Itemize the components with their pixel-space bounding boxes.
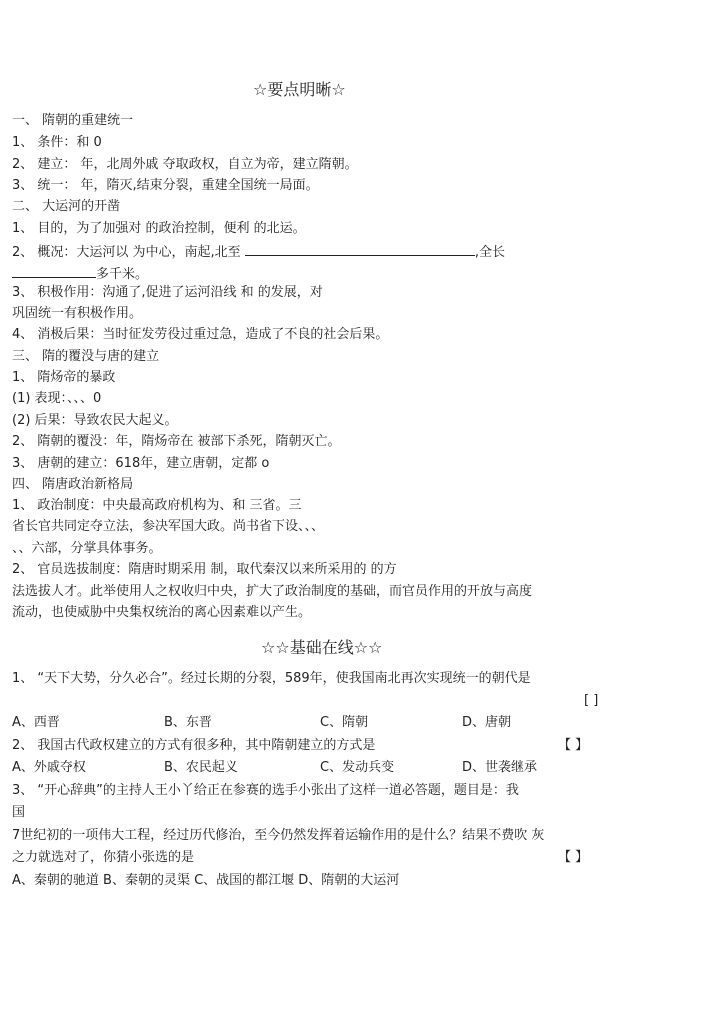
text-line: 1、 政治制度：中央最高政府机构为、和 三省。三 [12, 498, 302, 513]
question-3-line: 7世纪初的一项伟大工程，经过历代修治，至今仍然发挥着运输作用的是什么？结果不费吹 灰 [12, 828, 545, 843]
text-line: 3、 统一： 年，隋灭,结束分裂，重建全国统一局面。 [12, 178, 319, 193]
question-3-options: A、秦朝的驰道 B、秦朝的灵渠 C、战国的都江堰 D、隋朝的大运河 [12, 873, 400, 888]
text-line: 2、 官员选拔制度：隋唐时期采用 制，取代秦汉以来所采用的 的方 [12, 562, 397, 577]
answer-bracket: 【 】 [558, 738, 589, 753]
text-line: 1、 目的，为了加强对 的政治控制，便利 的北运。 [12, 221, 306, 236]
heading-4: 四、 隋唐政治新格局 [12, 477, 134, 492]
text-line-with-blank [12, 241, 505, 262]
text-line: 法选拔人才。此举使用人之权收归中央，扩大了政治制度的基础，而官员作用的开放与高度 [12, 584, 533, 599]
option-a: A、西晋 [12, 715, 60, 730]
text-line: 省长官共同定夺立法，参决军国大政。尚书省下设、、、 [12, 519, 325, 534]
text-line: 巩固统一有积极作用。 [12, 306, 143, 321]
fill-blank [245, 241, 475, 256]
option-a: A、外戚夺权 [12, 760, 86, 775]
text-line: 2、 建立： 年，北周外戚 夺取政权，自立为帝，建立隋朝。 [12, 157, 358, 172]
text-line: 流动，也使威胁中央集权统治的离心因素难以产生。 [12, 605, 312, 620]
answer-bracket: [ ] [584, 693, 599, 708]
text-segment: ,全长 [474, 245, 505, 260]
option-b: B、东晋 [164, 715, 212, 730]
text-line: (2) 后果：导致农民大起义。 [12, 413, 178, 428]
text-segment: 多千米。 [96, 267, 149, 282]
option-d: D、世袭继承 [462, 760, 538, 775]
question-1-stem: 1、 “天下大势，分久必合”。经过长期的分裂，589年，使我国南北再次实现统一的朝代是 [12, 671, 531, 686]
question-2-stem: 2、 我国古代政权建立的方式有很多种，其中隋朝建立的方式是 [12, 738, 376, 753]
answer-bracket: 【 】 [558, 850, 589, 865]
fill-blank [12, 263, 96, 278]
text-line: 1、 隋炀帝的暴政 [12, 370, 116, 385]
section-title-key-points: ☆要点明晰☆ [253, 80, 346, 99]
question-3-line: 3、 “开心辞典”的主持人王小丫给正在参赛的选手小张出了这样一道必答题，题目是：我 [12, 783, 519, 798]
heading-3: 三、 隋的覆没与唐的建立 [12, 349, 160, 364]
question-3-line: 国 [12, 805, 26, 820]
question-3-line: 之力就选对了，你猜小张选的是 [12, 850, 195, 865]
text-line: (1) 表现：、、、0 [12, 391, 102, 406]
text-line: 3、 唐朝的建立：618年，建立唐朝，定都 o [12, 456, 270, 471]
option-c: C、发动兵变 [320, 760, 395, 775]
text-segment: 2、 概况：大运河以 为中心，南起,北至 [12, 245, 241, 260]
option-c: C、隋朝 [320, 715, 369, 730]
option-b: B、农民起义 [164, 760, 238, 775]
section-title-basics-online: ☆☆基础在线☆☆ [261, 638, 383, 657]
text-line: 3、 积极作用：沟通了,促进了运河沿线 和 的发展，对 [12, 285, 323, 300]
heading-2: 二、 大运河的开凿 [12, 199, 121, 214]
text-line: 、、六部，分掌具体事务。 [12, 541, 162, 556]
option-d: D、唐朝 [462, 715, 512, 730]
text-line-with-blank [12, 263, 148, 284]
heading-1: 一、 隋朝的重建统一 [12, 113, 134, 128]
text-line: 4、 消极后果：当时征发劳役过重过急，造成了不良的社会后果。 [12, 327, 389, 342]
text-line: 2、 隋朝的覆没：年，隋炀帝在 被部下杀死，隋朝灭亡。 [12, 434, 341, 449]
text-line: 1、 条件：和 0 [12, 135, 102, 150]
